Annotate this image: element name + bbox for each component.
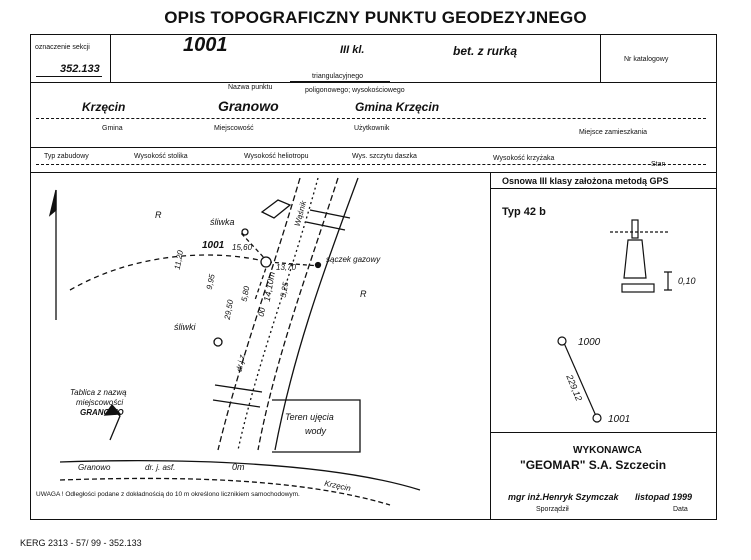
material-value: bet. z rurką (453, 44, 518, 58)
wys-heliotropu-label: Wysokość heliotropu (244, 153, 309, 160)
map-label-drjz: dr.j.z. (234, 351, 247, 373)
contractor-date: listopad 1999 (635, 492, 693, 502)
contractor-person: mgr inż.Henryk Szymczak (508, 492, 619, 502)
map-dist-580: 5,80 (239, 285, 252, 303)
map-dist-995: 9,95 (204, 273, 217, 291)
section-label: oznaczenie sekcji (35, 44, 90, 51)
monument-plate (622, 284, 654, 292)
point-name-label: Nazwa punktu (228, 84, 273, 91)
map-label-r1: R (155, 210, 162, 220)
map-label-sliwki: śliwki (174, 322, 196, 332)
page-title: OPIS TOPOGRAFICZNY PUNKTU GEODEZYJNEGO (164, 8, 587, 27)
uzytkownik-label: Użytkownik (354, 125, 390, 132)
contractor-company: "GEOMAR" S.A. Szczecin (520, 458, 667, 472)
type-triang: triangulacyjnego (312, 73, 363, 80)
point-1001-marker (593, 414, 601, 422)
map-tablica-1: Tablica z nazwą (70, 388, 127, 397)
map-dist-1370: 13,70 (276, 263, 297, 272)
section-value: 352.133 (60, 63, 100, 75)
dim-value: 0,10 (678, 276, 696, 286)
map-teren-2: wody (305, 426, 327, 436)
map-label-zero: 0m (232, 462, 245, 472)
map-label-krzecin: Krzęcin (323, 478, 352, 494)
type-poly: poligonowego; wysokościowego (305, 87, 405, 94)
map-dist-1560: 15,60 (232, 243, 253, 252)
miejscowosc-label: Miejscowość (214, 125, 254, 132)
pipe-top (632, 220, 638, 238)
gmina-label: Gmina (102, 125, 123, 132)
map-point-number: 1001 (202, 240, 225, 251)
map-dist-1410: 14,10m (261, 271, 277, 303)
wys-szczytu-label: Wys. szczytu daszka (352, 153, 417, 160)
uwaga-note: UWAGA ! Odległości podane z dokładnością do 10 m określono licznikiem samochodowym. (36, 491, 300, 498)
osnowa-label: Osnowa III klasy założona metodą GPS (502, 176, 669, 186)
uzytkownik-value: Gmina Krzęcin (355, 100, 440, 114)
map-label-wasnik: Wąśnik (292, 199, 309, 228)
point-1000-label: 1000 (578, 337, 601, 348)
class-value: III kl. (340, 44, 365, 56)
map-tablica-3: GRANOWO (80, 408, 124, 417)
typ-label: Typ 42 b (502, 206, 546, 218)
distance-label: 229,12 (564, 373, 584, 403)
zamieszkanie-label: Miejsce zamieszkania (579, 129, 648, 136)
wys-stolika-label: Wysokość stolika (134, 153, 188, 160)
point-1000-marker (558, 337, 566, 345)
map-label-granowo: Granowo (78, 463, 111, 472)
person-label: Sporządził (536, 506, 569, 513)
map-label-sliwka: śliwka (210, 217, 235, 227)
map-dist-2950: 29,50 (222, 299, 236, 321)
map-label-drjasf: dr. j. asf. (145, 463, 176, 472)
map-tablica-2: miejscowości (76, 398, 124, 407)
map-dist-1120: 11,20 (172, 249, 185, 271)
contractor-label: WYKONAWCA (573, 445, 642, 456)
typ-zabudowy-label: Typ zabudowy (44, 153, 89, 160)
catalog-label: Nr katalogowy (624, 56, 669, 63)
map-dist-00: 00 (256, 306, 268, 318)
map-dist-525: 5,25 (278, 281, 291, 299)
map-label-saczek: sączek gazowy (326, 255, 381, 264)
map-label-r2: R (360, 289, 367, 299)
date-label: Data (673, 506, 688, 513)
map-teren-1: Teren ujęcia (285, 412, 334, 422)
footer-reference: KERG 2313 - 57/ 99 - 352.133 (20, 538, 142, 548)
gmina-value: Krzęcin (82, 100, 126, 114)
wys-krzyzaka-label: Wysokość krzyżaka (493, 155, 555, 162)
stan-label: Stan (651, 161, 666, 168)
miejscowosc-value: Granowo (218, 98, 279, 114)
point-number: 1001 (183, 34, 228, 56)
point-1001-label: 1001 (608, 414, 631, 425)
monument-body (624, 240, 646, 278)
